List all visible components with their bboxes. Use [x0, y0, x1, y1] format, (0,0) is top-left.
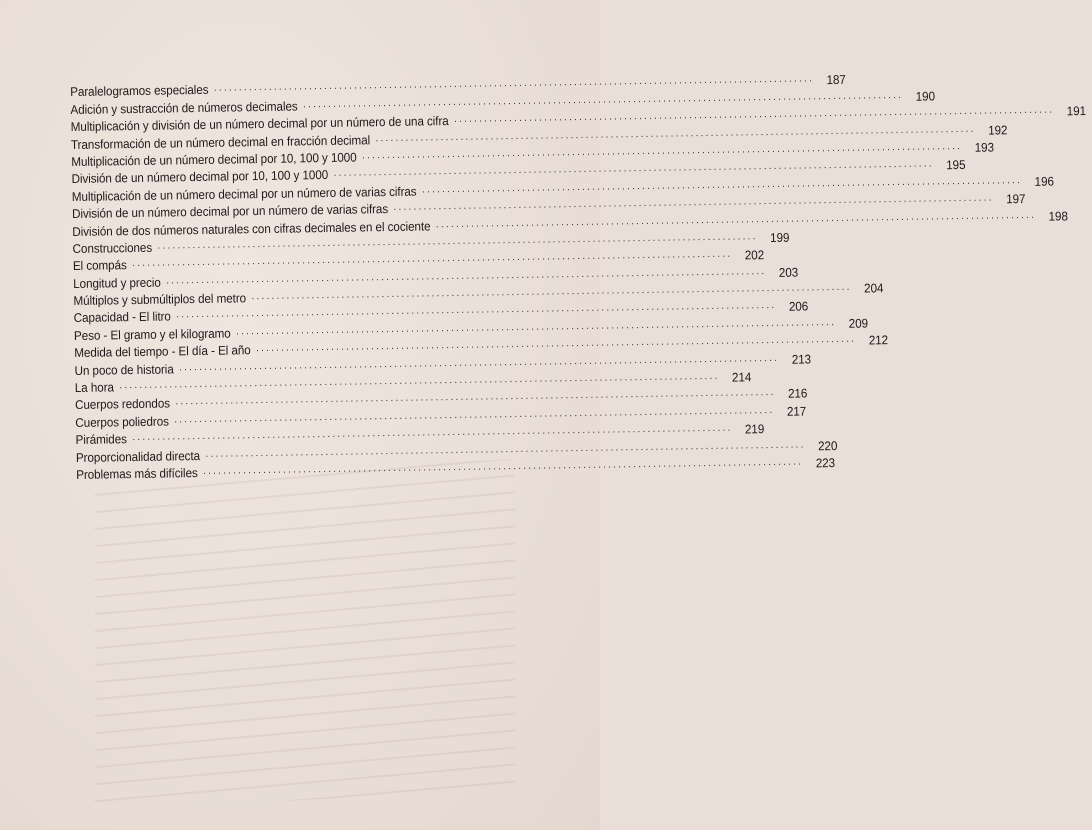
- toc-entry-page-number: 219: [744, 422, 765, 437]
- toc-entry-page-number: 197: [1006, 192, 1026, 207]
- toc-entry-title: División de un número decimal por 10, 100 y 1000: [71, 168, 329, 187]
- toc-entry-title: Medida del tiempo - El día - El año: [74, 343, 251, 361]
- toc-entry-page-number: 213: [791, 352, 812, 367]
- toc-entry-title: El compás: [72, 258, 127, 274]
- toc-entry-title: Multiplicación y división de un número decimal por un número de una cifra: [70, 114, 449, 135]
- leader-dots: ........................................................................................................................: [175, 387, 776, 408]
- leader-dots: ........................................................................................................................: [203, 456, 804, 477]
- toc-entry-page-number: 220: [817, 438, 838, 453]
- toc-entry-title: Proporcionalidad directa: [75, 448, 201, 465]
- toc-entry-page-number: 206: [788, 299, 809, 315]
- toc-entry-title: Pirámides: [75, 432, 127, 448]
- leader-dots: ........................................................................................................................: [256, 333, 857, 355]
- leader-dots: ........................................................................................................................: [132, 248, 733, 270]
- toc-entry-page-number: 212: [868, 333, 889, 348]
- leader-dots: ........................................................................................................................: [176, 300, 777, 321]
- toc-entry-title: Paralelogramos especiales: [70, 83, 209, 100]
- leader-dots: ........................................................................................................................: [174, 404, 775, 426]
- leader-dots: ........................................................................................................................: [435, 209, 1037, 230]
- toc-entry-page-number: 198: [1048, 208, 1068, 224]
- leader-dots: ........................................................................................................................: [205, 439, 806, 460]
- toc-entry-title: La hora: [74, 380, 114, 395]
- toc-entry-page-number: 199: [770, 230, 790, 245]
- toc-entry-page-number: 217: [786, 404, 807, 419]
- leader-dots: ........................................................................................................................: [454, 104, 1055, 126]
- toc-entry-page-number: 203: [778, 265, 799, 280]
- leader-dots: ........................................................................................................................: [393, 192, 994, 214]
- toc-entry-title: Construcciones: [72, 240, 153, 256]
- toc-entry-page-number: 191: [1066, 104, 1087, 119]
- leader-dots: ........................................................................................................................: [119, 370, 720, 392]
- toc-entry-title: Multiplicación de un número decimal por 10, 100 y 1000: [71, 150, 357, 169]
- toc-entry-title: Multiplicación de un número decimal por un número de varias cifras: [71, 184, 417, 204]
- toc-entry-title: Problemas más difíciles: [76, 466, 198, 482]
- toc-entry-title: División de un número decimal por un número de varias cifras: [71, 202, 389, 222]
- toc-entry-page-number: 202: [744, 248, 765, 263]
- leader-dots: ........................................................................................................................: [157, 231, 758, 252]
- toc-entry-title: Cuerpos poliedros: [75, 414, 169, 430]
- toc-entry-title: Cuerpos redondos: [74, 396, 171, 413]
- leader-dots: ........................................................................................................................: [236, 316, 837, 338]
- show-through-text: [95, 459, 515, 811]
- leader-dots: ........................................................................................................................: [166, 265, 767, 287]
- leader-dots: ........................................................................................................................: [421, 174, 1023, 196]
- leader-dots: ........................................................................................................................: [251, 281, 852, 303]
- leader-dots: ........................................................................................................................: [375, 123, 976, 144]
- table-of-contents: [70, 73, 1087, 482]
- leader-dots: ........................................................................................................................: [303, 89, 904, 111]
- toc-entry-title: Un poco de historia: [74, 362, 174, 378]
- toc-entry-title: Múltiplos y submúltiplos del metro: [73, 291, 247, 309]
- leader-dots: ........................................................................................................................: [179, 352, 780, 373]
- toc-entry-title: Peso - El gramo y el kilogramo: [73, 326, 231, 343]
- leader-dots: ........................................................................................................................: [213, 73, 815, 95]
- toc-entry-page-number: 187: [826, 73, 846, 88]
- leader-dots: ........................................................................................................................: [132, 422, 733, 444]
- toc-entry-page-number: 190: [915, 89, 936, 104]
- leader-dots: ........................................................................................................................: [333, 158, 934, 180]
- toc-entry-title: Transformación de un número decimal en fracción decimal: [70, 132, 371, 152]
- toc-entry-title: División de dos números naturales con cifras decimales en el cociente: [72, 218, 431, 239]
- toc-entry-page-number: 204: [863, 281, 884, 296]
- toc-entry-title: Adición y sustracción de números decimales: [70, 99, 298, 117]
- toc-entry-page-number: 216: [787, 386, 808, 402]
- leader-dots: ........................................................................................................................: [362, 140, 963, 162]
- toc-entry-title: Longitud y precio: [73, 275, 161, 291]
- toc-entry-title: Capacidad - El litro: [73, 309, 171, 326]
- toc-entry-page-number: 192: [988, 122, 1008, 138]
- toc-entry-page-number: 193: [974, 140, 995, 155]
- toc-entry-page-number: 214: [731, 370, 752, 385]
- toc-entry-page-number: 195: [946, 158, 966, 173]
- toc-entry-page-number: 196: [1034, 174, 1054, 189]
- toc-entry-page-number: 209: [848, 316, 869, 331]
- toc-entry-page-number: 223: [815, 456, 836, 471]
